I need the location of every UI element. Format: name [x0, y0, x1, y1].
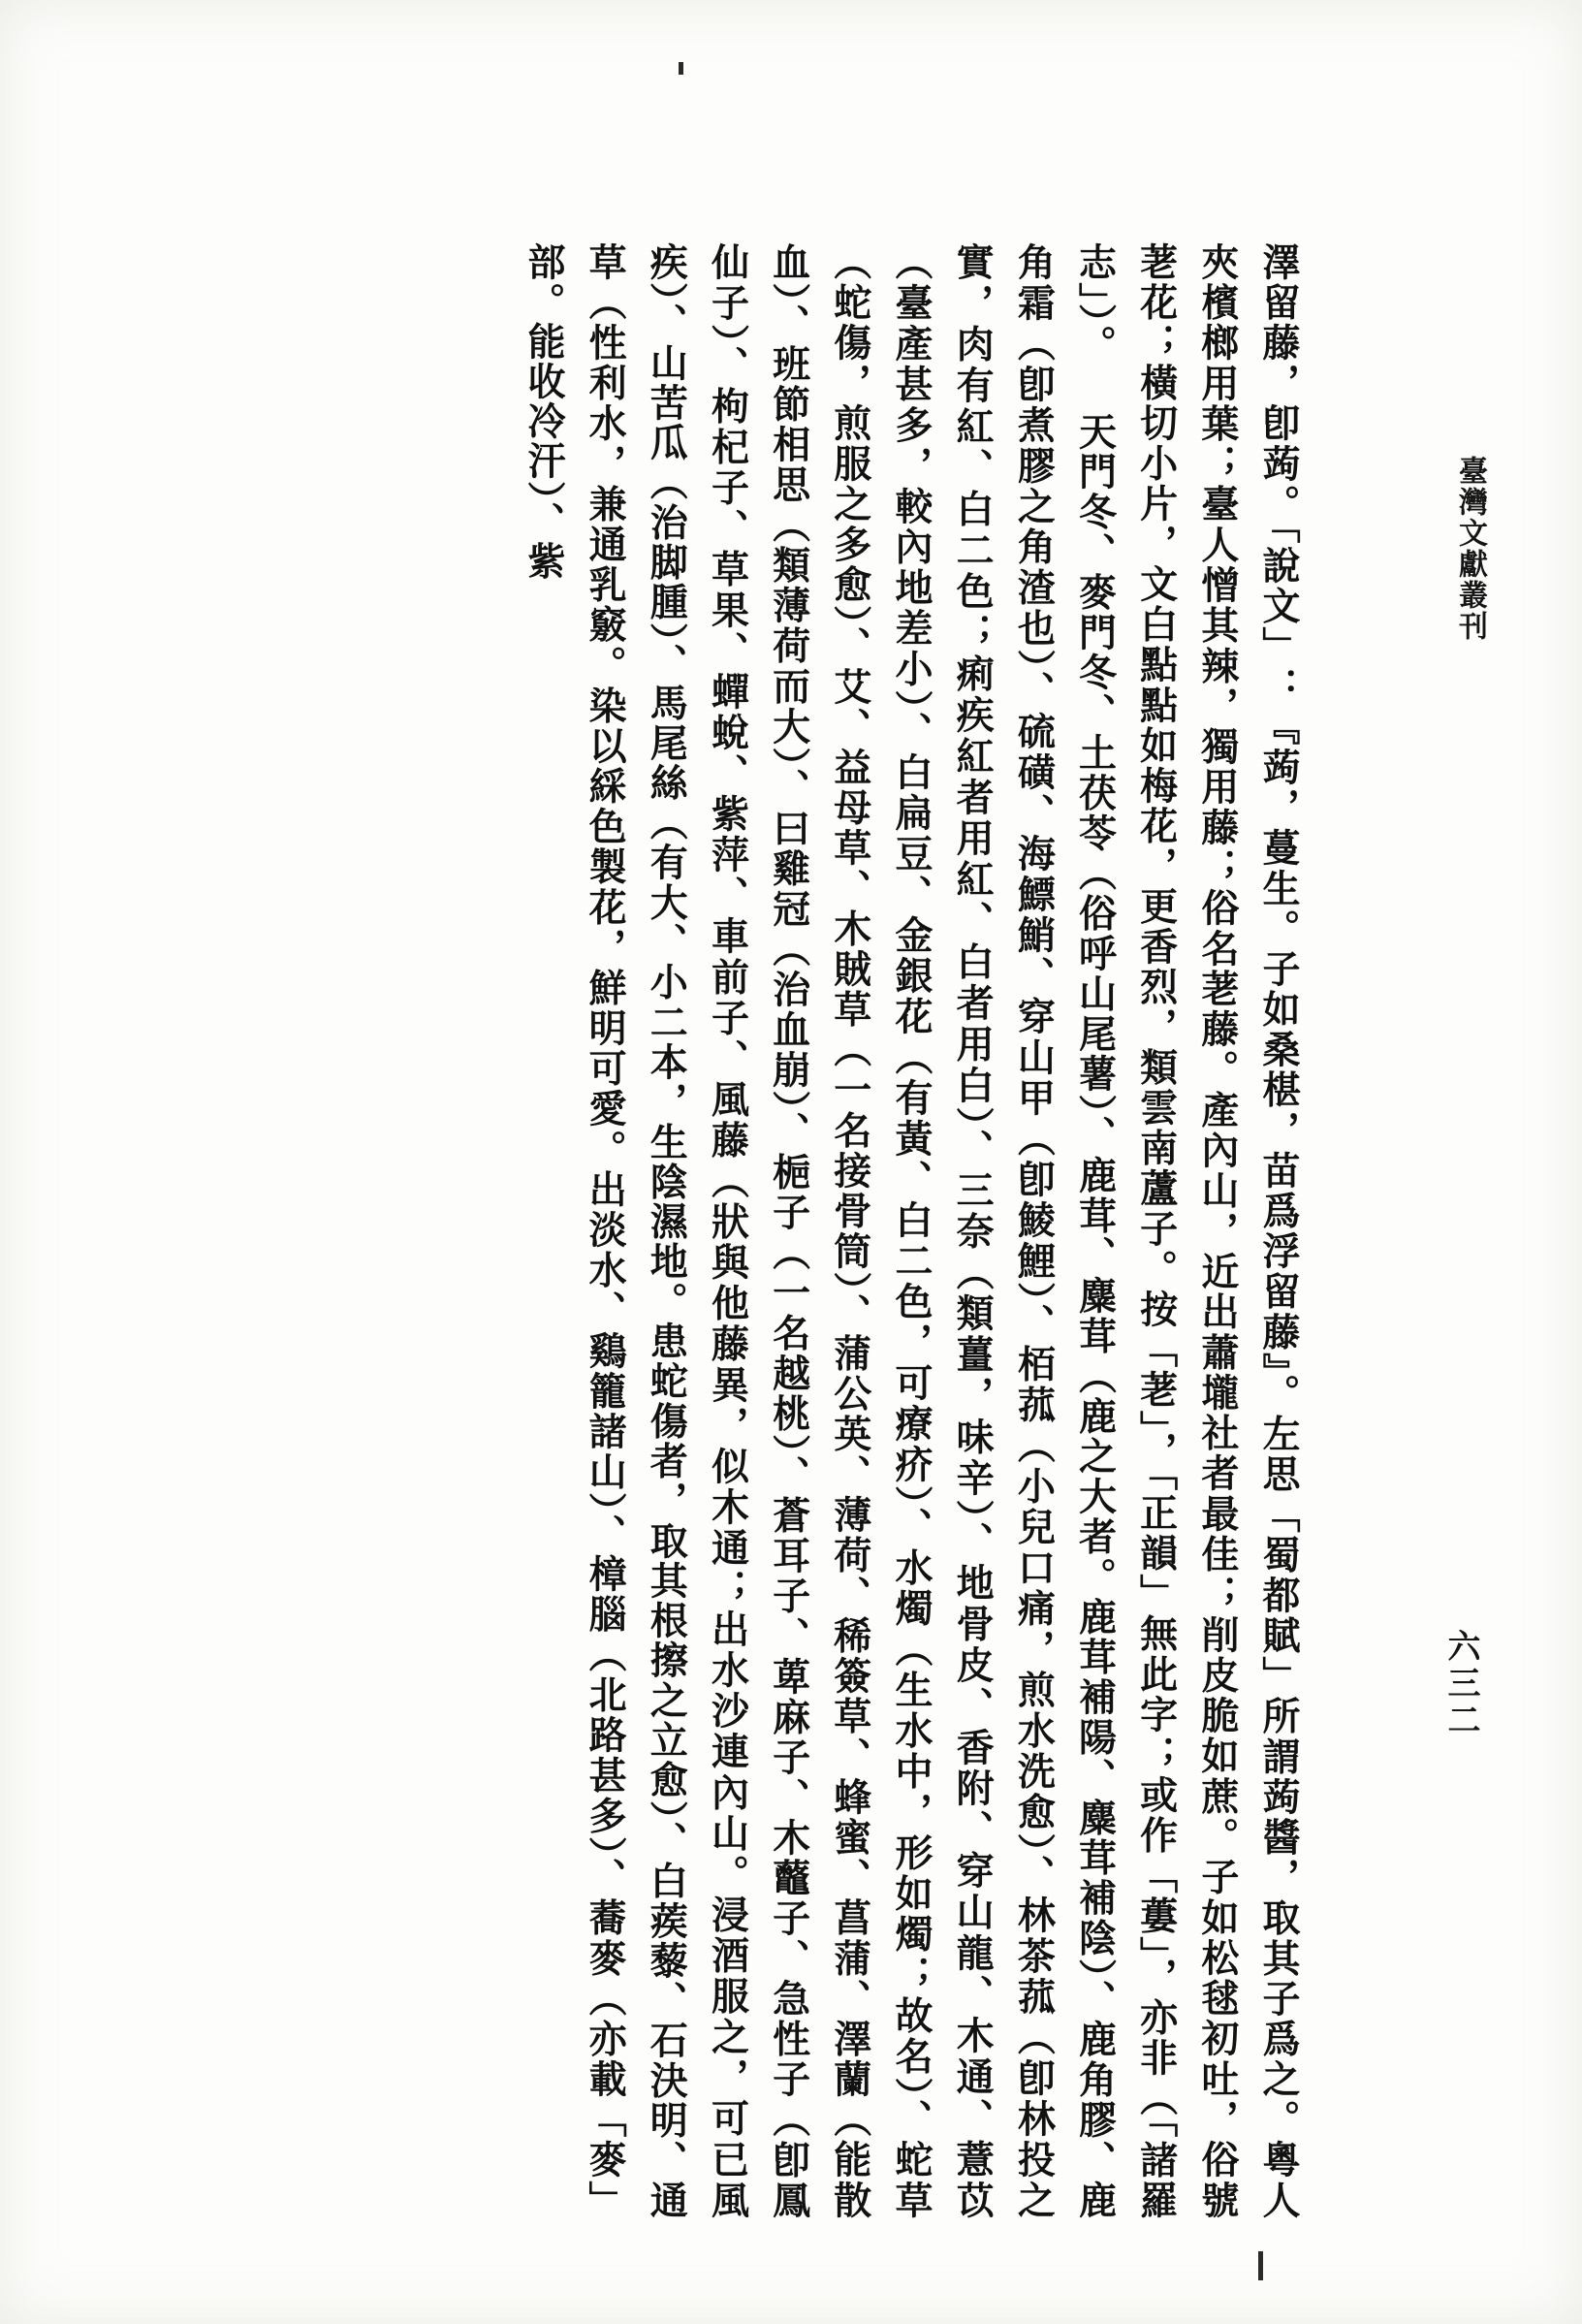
body-text: 澤留藤，卽蒟。「說文」：『蒟，蔓生。子如桑椹，苗爲浮留藤』。左思「蜀都賦」所謂蒟醬，取其子爲之。粵人夾檳榔用葉；臺人憎其辣，獨用藤；俗名荖藤。產內山，近出蕭壠社者最佳；削皮脆如蔗。子如松毬初吐，俗號荖花；橫切小片，文白點點如梅花，更香烈，類雲南蘆子。按「荖」，「正韻」無此字；或作「蔞」，亦非（「諸羅志」）。 天門冬、麥門冬、土茯苓（俗呼山尾薯）、鹿茸、麋茸（鹿之大者。鹿茸補陽、麋茸補陰）、鹿角膠、鹿角霜（卽煮膠之角渣也）、硫磺、海鰾鮹、穿山甲（卽鯪鯉）、栢菰（小兒口痛，煎水洗愈）、林茶菰（卽林投之實，肉有紅、白二色；痢疾紅者用紅、白者用白）、三奈（類薑，味辛）、地骨皮、香附、穿山龍、木通、薏苡（臺產甚多，較內地差小）、白扁豆、金銀花（有黃、白二色，可療疥）、水燭（生水中，形如燭；故名）、蛇草（蛇傷，煎服之多愈）、艾、益母草、木賊草（一名接骨筒）、蒲公英、薄荷、稀簽草、蜂蜜、菖蒲、澤蘭（能散血）、班節相思（類薄荷而大）、曰雞冠（治血崩）、梔子（一名越桃）、蒼耳子、萆麻子、木虌子、急性子（卽鳳仙子）、枸杞子、草果、蟬蛻、紫萍、車前子、風藤（狀與他藤異，似木通；出水沙連內山。浸酒服之，可已風疾）、山苦瓜（治脚腫）、馬尾絲（有大、小二本，生陰濕地。患蛇傷者，取其根擦之立愈）、白蒺藜、石決明、通草（性利水，兼通乳竅。染以綵色製花，鮮明可愛。出淡水、鷄籠諸山）、樟腦（北路甚多）、蕎麥（亦載「麥」部。能收冷汗）、紫 — [521, 242, 1301, 2220]
running-title: 臺灣文獻叢刊 — [1453, 456, 1487, 642]
printer-mark-top — [679, 62, 683, 75]
page-number: 六三二 — [1441, 1629, 1480, 1739]
printer-mark-bottom — [1258, 2251, 1263, 2280]
